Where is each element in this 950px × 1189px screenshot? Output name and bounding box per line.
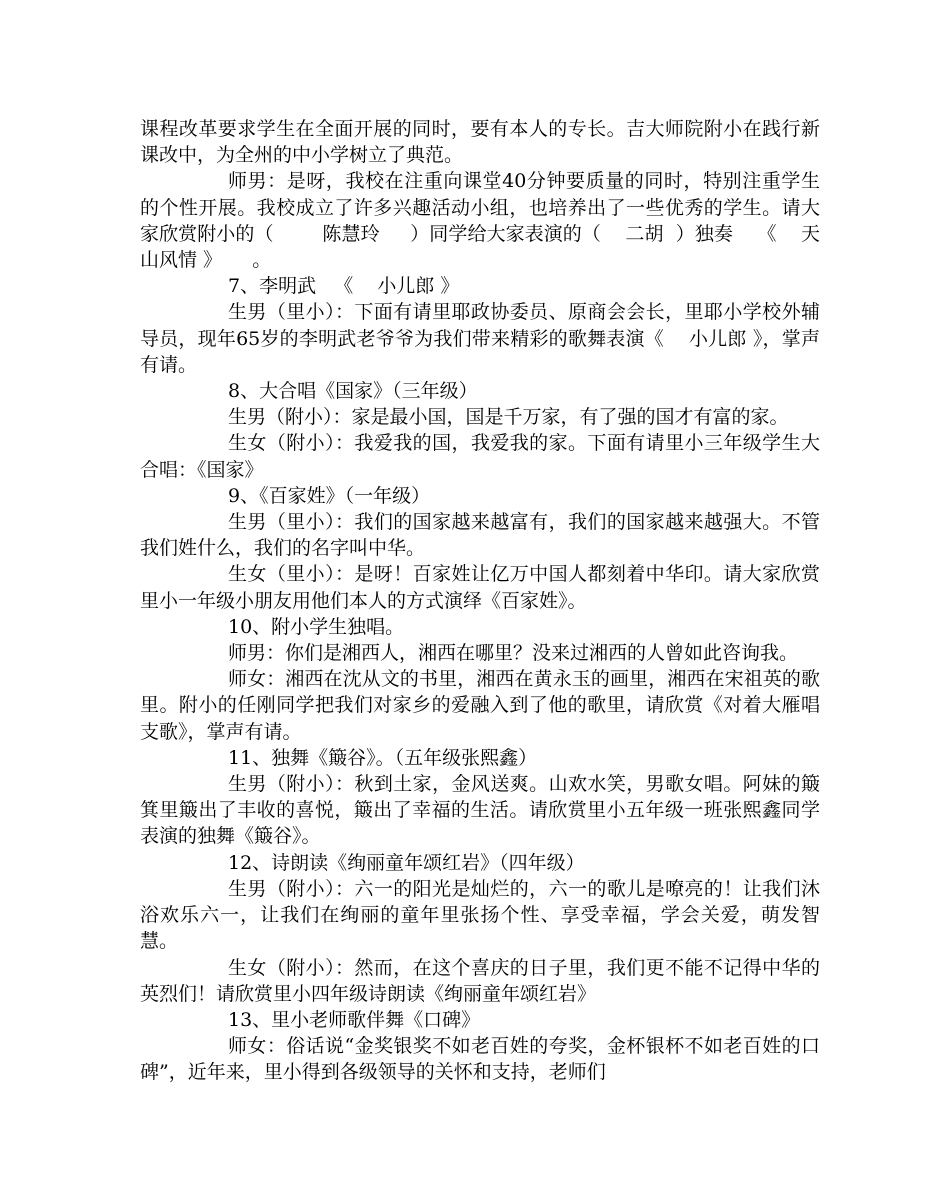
program-item-8: 8、大合唱《国家》（三年级）	[228, 380, 478, 403]
paragraph-7: 生女（附小）：我爱我的国，我爱我的家。下面有请里小三年级学生大合唱：《国家》	[140, 432, 820, 481]
paragraph-12: 师男：你们是湘西人，湘西在哪里？没来过湘西的人曾如此咨询我。	[228, 642, 799, 665]
program-item-12: 12、诗朗读《绚丽童年颂红岩》（四年级）	[228, 851, 585, 874]
program-item-11: 11、独舞《簸谷》。（五年级张熙鑫）	[228, 746, 538, 769]
paragraph-2: 师男：是呀，我校在注重向课堂40分钟要质量的同时，特别注重学生的个性开展。我校成立了许多兴趣活动小组，也培养出了一些优秀的学生。请大家欣赏附小的（ 陈慧玲 ）同学给大家表演的（ 二胡 ）独奏 《 天山风情 》 。	[140, 170, 820, 272]
program-item-10: 10、附小学生独唱。	[228, 615, 405, 638]
paragraph-9: 生男（里小）：我们的国家越来越富有，我们的国家越来越强大。不管我们姓什么，我们的名字叫中华。	[140, 511, 820, 560]
program-item-7: 7、李明武 《 小儿郎 》	[228, 275, 460, 298]
paragraph-15: 生男（附小）：秋到土家，金风送爽。山欢水笑，男歌女唱。阿妹的簸箕里簸出了丰收的喜悦，簸出了幸福的生活。请欣赏里小五年级一班张熙鑫同学表演的独舞《簸谷》。	[140, 773, 820, 848]
paragraph-10: 生女（里小）：是呀！百家姓让亿万中国人都刻着中华印。请大家欣赏里小一年级小朋友用他们本人的方式演绎《百家姓》。	[140, 563, 820, 612]
paragraph-13: 师女：湘西在沈从文的书里，湘西在黄永玉的画里，湘西在宋祖英的歌里。附小的任刚同学把我们对家乡的爱融入到了他的歌里，请欣赏《对着大雁唱支歌》，掌声有请。	[140, 668, 820, 743]
paragraph-4: 生男（里小）：下面有请里耶政协委员、原商会会长，里耶小学校外辅导员，现年65岁的李明武老爷爷为我们带来精彩的歌舞表演《 小儿郎 》，掌声有请。	[140, 301, 820, 376]
program-item-13: 13、里小老师歌伴舞《口碑》	[228, 1008, 481, 1031]
paragraph-18: 生女（附小）：然而，在这个喜庆的日子里，我们更不能不记得中华的英烈们！请欣赏里小四年级诗朗读《绚丽童年颂红岩》	[140, 956, 820, 1005]
paragraph-17: 生男（附小）：六一的阳光是灿烂的，六一的歌儿是嘹亮的！让我们沐浴欢乐六一，让我们在绚丽的童年里张扬个性、享受幸福，学会关爱，萌发智慧。	[140, 877, 820, 953]
program-item-9: 9、《百家姓》（一年级）	[228, 484, 431, 507]
document-page	[140, 116, 820, 1086]
paragraph-6: 生男（附小）：家是最小国，国是千万家，有了强的国才有富的家。	[228, 406, 789, 429]
paragraph-1: 课程改革要求学生在全面开展的同时，要有本人的专长。吉大师院附小在践行新课改中，为全州的中小学树立了典范。	[140, 118, 820, 167]
paragraph-20: 师女：俗话说“金奖银奖不如老百姓的夸奖，金杯银杯不如老百姓的口碑”，近年来，里小得到各级领导的关怀和支持，老师们	[140, 1035, 820, 1084]
